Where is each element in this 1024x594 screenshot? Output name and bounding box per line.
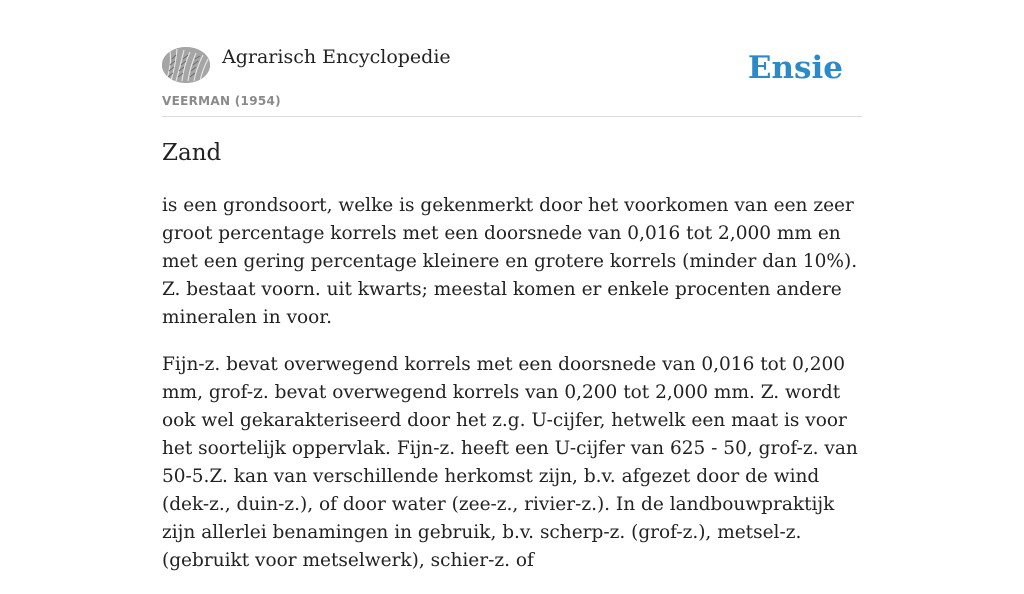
- wheat-icon: [162, 47, 210, 83]
- entry-title: Zand: [162, 140, 222, 166]
- header: [162, 0, 862, 117]
- entry-paragraph-1: is een grondsoort, welke is gekenmerkt door het voorkomen van een zeer groot percentage korrels met een doorsnede van 0,016 tot 2,000 mm en met een gering percentage kleinere en grotere korrels (minder dan 10%). Z. bestaat voorn. uit kwarts; meestal komen er enkele procenten andere mineralen in voor.: [162, 195, 858, 328]
- publication-logo[interactable]: [162, 47, 210, 83]
- entry-paragraph-2: Fijn-z. bevat overwegend korrels met een doorsnede van 0,016 tot 0,200 mm, grof-z. bevat overwegend korrels van 0,200 tot 2,000 mm. Z. wordt ook wel gekarakteriseerd door het z.g. U-cijfer, hetwelk een maat is voor het soortelijk oppervlak. Fijn-z. heeft een U-cijfer van 625 - 50, grof-z. van 50-5.Z. kan van verschillende herkomst zijn, b.v. afgezet door de wind (dek-z., duin-z.), of door water (zee-z., rivier-z.). In de landbouwpraktijk zijn allerlei benamingen in gebruik, b.v. scherp-z. (grof-z.), metsel-z. (gebruikt voor metselwerk), schier-z. of: [162, 354, 858, 571]
- page: [162, 0, 862, 571]
- publication-author-year: VEERMAN (1954): [162, 94, 281, 108]
- brand-logo[interactable]: Ensie: [747, 50, 843, 86]
- publication-title[interactable]: Agrarisch Encyclopedie: [222, 46, 451, 68]
- entry-body: [162, 192, 862, 594]
